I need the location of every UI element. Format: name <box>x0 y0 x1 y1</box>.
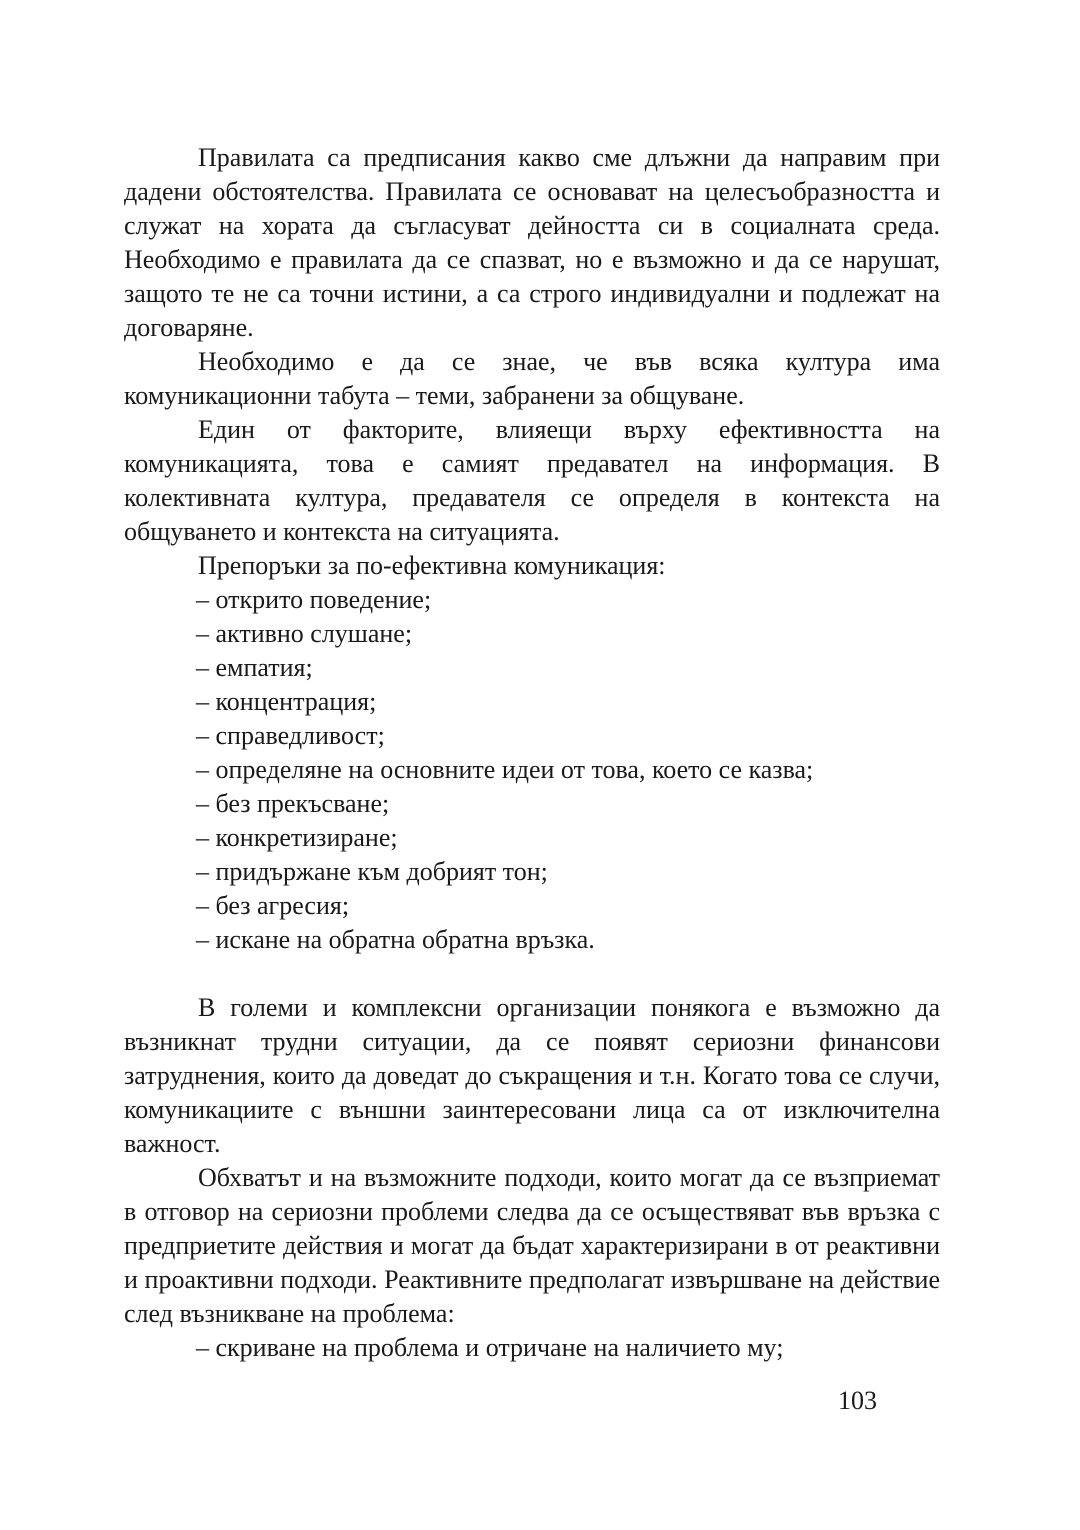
paragraph-transmitter: Един от факторите, влияещи върху ефективността на комуникацията, това е самият предавател на информация. В колективната култура, предавателя се определя в контекста на общуването и контекста на ситуацията. <box>124 415 940 546</box>
page-body <box>124 141 940 1365</box>
list-item: – конкретизиране; <box>196 823 398 852</box>
paragraph-taboos: Необходимо е да се знае, че във всяка култура има комуникационни табута – теми, забранени за общуване. <box>124 347 940 410</box>
list-item: – активно слушане; <box>196 619 413 648</box>
page-number: 103 <box>838 1386 877 1415</box>
list-item: – открито поведение; <box>196 585 432 614</box>
list-item: – концентрация; <box>196 687 377 716</box>
section-gap <box>124 957 940 991</box>
list-item: – скриване на проблема и отричане на наличието му; <box>196 1333 784 1362</box>
paragraph-recommendations-intro: Препоръки за по-ефективна комуникация: <box>198 551 666 580</box>
list-item: – без прекъсване; <box>196 789 390 818</box>
list-item: – без агресия; <box>196 891 350 920</box>
list-item: – справедливост; <box>196 721 385 750</box>
list-item: – определяне на основните идеи от това, което се казва; <box>196 755 814 784</box>
reactive-list <box>124 1331 940 1365</box>
paragraph-organizations: В големи и комплексни организации понякога е възможно да възникнат трудни ситуации, да се появят сериозни финансови затруднения, които да доведат до съкращения и т.н. Когато това се случи, комуникациите с външни заинтересовани лица са от изключителна важност. <box>124 993 940 1158</box>
list-item: – емпатия; <box>196 653 313 682</box>
list-item: – придържане към добрият тон; <box>196 857 548 886</box>
paragraph-approaches: Обхватът и на възможните подходи, които могат да се възприемат в отговор на сериозни проблеми следва да се осъществяват във връзка с предприетите действия и могат да бъдат характеризирани в от реактивни и проактивни подходи. Реактивните предполагат извършване на действие след възникване на проблема: <box>124 1163 940 1328</box>
paragraph-rules: Правилата са предписания какво сме длъжни да направим при дадени обстоятелства. Правилата се основават на целесъобразността и служат на хората да съгласуват дейността си в социалната среда. Необходимо е правилата да се спазват, но е възможно и да се нарушат, защото те не са точни истини, а са строго индивидуални и подлежат на договаряне. <box>124 143 940 342</box>
list-item: – искане на обратна обратна връзка. <box>196 925 595 954</box>
recommendations-list <box>124 583 940 957</box>
